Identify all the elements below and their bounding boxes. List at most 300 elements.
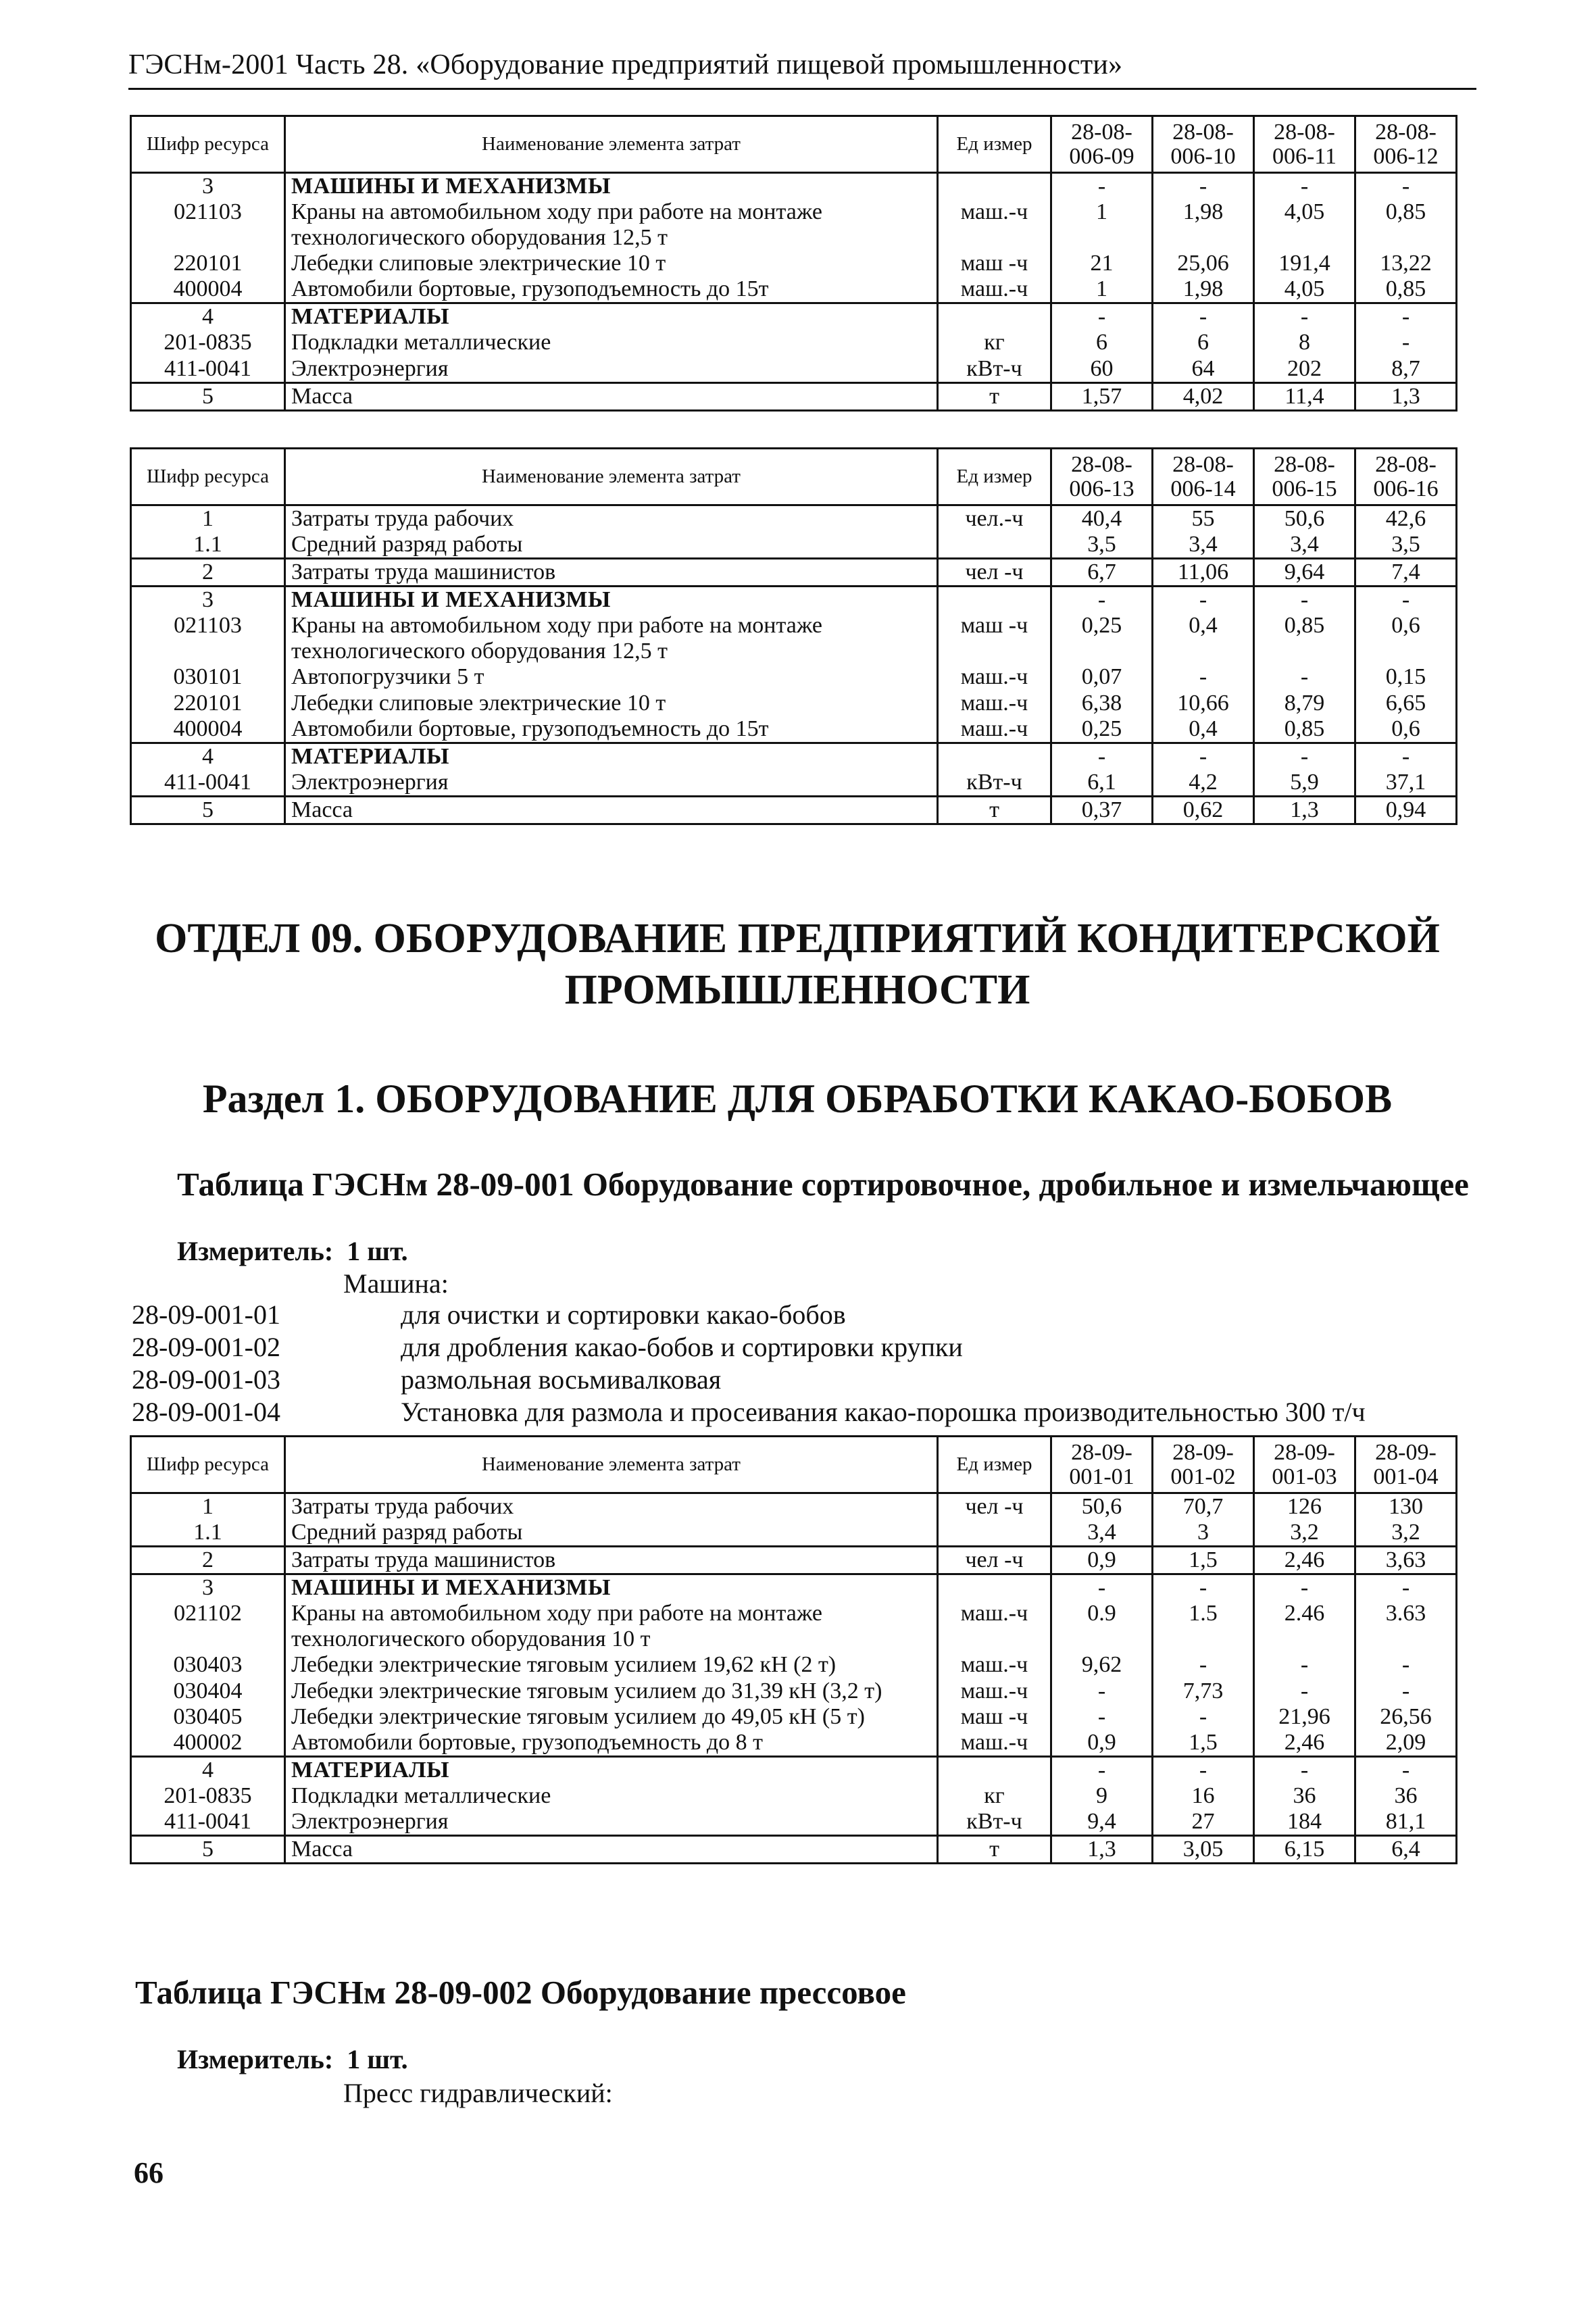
table-row [131, 1652, 1457, 1678]
cost-element-name: МАШИНЫ И МЕХАНИЗМЫ [285, 173, 938, 200]
norm-value: 1.5 [1153, 1601, 1254, 1652]
resource-code: 201-0835 [131, 1783, 285, 1809]
unit [938, 1756, 1051, 1783]
resource-code: 1 [131, 1493, 285, 1520]
cost-element-name: Электроэнергия [285, 770, 938, 797]
norm-value: 0,4 [1153, 716, 1254, 743]
norm-value: 3,4 [1254, 532, 1355, 559]
col-header-norm: 28-08- 006-12 [1355, 116, 1457, 173]
cost-element-name: Электроэнергия [285, 356, 938, 383]
norm-value: 6,1 [1051, 770, 1153, 797]
norm-value: 11,06 [1153, 559, 1254, 587]
norm-value: - [1254, 743, 1355, 770]
table-row [131, 356, 1457, 383]
norm-value: - [1355, 1756, 1457, 1783]
cost-element-name: Подкладки металлические [285, 330, 938, 355]
norm-value: - [1254, 664, 1355, 690]
table-row [131, 251, 1457, 276]
resource-code: 1 [131, 505, 285, 532]
item-code: 28-09-001-03 [132, 1364, 280, 1395]
cost-element-name: Средний разряд работы [285, 532, 938, 559]
norm-value: 1,98 [1153, 199, 1254, 251]
cost-element-name: Масса [285, 796, 938, 824]
cost-element-name: Электроэнергия [285, 1809, 938, 1836]
norm-value: 42,6 [1355, 505, 1457, 532]
norm-value: 60 [1051, 356, 1153, 383]
resource-code: 2 [131, 559, 285, 587]
norm-value: 6,15 [1254, 1836, 1355, 1864]
norm-value: 6 [1153, 330, 1254, 355]
norm-value: - [1051, 303, 1153, 330]
table-row [131, 330, 1457, 355]
norm-value: 8,79 [1254, 691, 1355, 716]
department-title: ОТДЕЛ 09. ОБОРУДОВАНИЕ ПРЕДПРИЯТИЙ КОНДИТЕРСКОЙ ПРОМЫШЛЕННОСТИ [155, 916, 1440, 1013]
resource-code: 400004 [131, 716, 285, 743]
norm-value: 9,4 [1051, 1809, 1153, 1836]
col-header-norm: 28-08- 006-09 [1051, 116, 1153, 173]
resource-code: 4 [131, 1756, 285, 1783]
norm-value: - [1254, 587, 1355, 614]
col-header-code: Шифр ресурса [131, 116, 285, 173]
resource-code: 411-0041 [131, 356, 285, 383]
item-code: 28-09-001-01 [132, 1299, 280, 1330]
cost-element-name: Автопогрузчики 5 т [285, 664, 938, 690]
norm-value: 6,7 [1051, 559, 1153, 587]
table-row [131, 796, 1457, 824]
unit: чел -ч [938, 1493, 1051, 1520]
col-header-norm: 28-08- 006-11 [1254, 116, 1355, 173]
norm-value: 0,37 [1051, 796, 1153, 824]
unit: чел.-ч [938, 505, 1051, 532]
table-row [131, 1756, 1457, 1783]
cost-element-name: Затраты труда машинистов [285, 1547, 938, 1574]
norm-value: 4,05 [1254, 276, 1355, 303]
resource-table-28-08-006-b [130, 447, 1457, 825]
unit: кг [938, 1783, 1051, 1809]
unit: чел -ч [938, 1547, 1051, 1574]
norm-value: - [1153, 1652, 1254, 1678]
list-item [132, 1299, 1483, 1330]
norm-value: 1,3 [1051, 1836, 1153, 1864]
col-header-norm: 28-08- 006-13 [1051, 449, 1153, 505]
resource-code: 4 [131, 743, 285, 770]
measure-value: 1 шт. [347, 2044, 408, 2074]
cost-element-name: Подкладки металлические [285, 1783, 938, 1809]
table-row [131, 716, 1457, 743]
norm-value: 3,63 [1355, 1547, 1457, 1574]
norm-value: 191,4 [1254, 251, 1355, 276]
norm-value: 27 [1153, 1809, 1254, 1836]
unit: кВт-ч [938, 356, 1051, 383]
norm-value: 0,25 [1051, 716, 1153, 743]
item-text: для очистки и сортировки какао-бобов [401, 1299, 846, 1330]
col-header-name: Наименование элемента затрат [285, 1437, 938, 1493]
unit: чел -ч [938, 559, 1051, 587]
resource-code: 030405 [131, 1704, 285, 1730]
norm-value: 13,22 [1355, 251, 1457, 276]
cost-element-name: Лебедки электрические тяговым усилием до 31,39 кН (3,2 т) [285, 1678, 938, 1704]
unit: маш -ч [938, 251, 1051, 276]
norm-value: 6,65 [1355, 691, 1457, 716]
table-row [131, 770, 1457, 797]
cost-element-name: Масса [285, 1836, 938, 1864]
unit: маш.-ч [938, 1730, 1051, 1757]
cost-element-name: Затраты труда рабочих [285, 1493, 938, 1520]
unit [938, 303, 1051, 330]
table-row [131, 1678, 1457, 1704]
unit: кВт-ч [938, 1809, 1051, 1836]
col-header-unit: Ед измер [938, 1437, 1051, 1493]
cost-element-name: МАТЕРИАЛЫ [285, 743, 938, 770]
norm-value: - [1051, 1678, 1153, 1704]
table-row [131, 613, 1457, 664]
norm-value: 0,07 [1051, 664, 1153, 690]
norm-value: - [1153, 1756, 1254, 1783]
norm-value: - [1355, 330, 1457, 355]
resource-code: 030101 [131, 664, 285, 690]
cost-element-name: МАТЕРИАЛЫ [285, 1756, 938, 1783]
col-header-code: Шифр ресурса [131, 1437, 285, 1493]
norm-value: 1,3 [1355, 382, 1457, 410]
norm-value: - [1355, 1652, 1457, 1678]
table-row [131, 1809, 1457, 1836]
unit: т [938, 796, 1051, 824]
norm-value: 3,05 [1153, 1836, 1254, 1864]
col-header-norm: 28-09- 001-04 [1355, 1437, 1457, 1493]
cost-element-name: Лебедки электрические тяговым усилием 19,62 кН (2 т) [285, 1652, 938, 1678]
machine-label: Пресс гидравлический: [343, 2078, 613, 2108]
table-row [131, 1783, 1457, 1809]
cost-element-name: Затраты труда рабочих [285, 505, 938, 532]
norm-value: 2.46 [1254, 1601, 1355, 1652]
section-title: Раздел 1. ОБОРУДОВАНИЕ ДЛЯ ОБРАБОТКИ КАКАО-БОБОВ [202, 1076, 1393, 1121]
norm-value: 0,25 [1051, 613, 1153, 664]
table-row [131, 173, 1457, 200]
cost-element-name: Автомобили бортовые, грузоподъемность до 15т [285, 716, 938, 743]
norm-value: 3,5 [1051, 532, 1153, 559]
norm-value: 3,2 [1355, 1520, 1457, 1547]
col-header-norm: 28-08- 006-14 [1153, 449, 1254, 505]
col-header-norm: 28-09- 001-03 [1254, 1437, 1355, 1493]
unit [938, 532, 1051, 559]
norm-value: 2,46 [1254, 1730, 1355, 1757]
cost-element-name: МАШИНЫ И МЕХАНИЗМЫ [285, 587, 938, 614]
page-header: ГЭСНм-2001 Часть 28. «Оборудование предприятий пищевой промышленности» [128, 49, 1476, 90]
list-item [132, 1364, 1483, 1395]
cost-element-name: Автомобили бортовые, грузоподъемность до 15т [285, 276, 938, 303]
table-body [131, 1493, 1457, 1864]
norm-value: 3,4 [1153, 532, 1254, 559]
cost-element-name: Средний разряд работы [285, 1520, 938, 1547]
norm-value: - [1051, 1704, 1153, 1730]
unit [938, 173, 1051, 200]
norm-value: 26,56 [1355, 1704, 1457, 1730]
norm-value: - [1355, 1678, 1457, 1704]
norm-value: - [1153, 1704, 1254, 1730]
norm-value: 1 [1051, 199, 1153, 251]
table-row [131, 199, 1457, 251]
norm-value: - [1153, 743, 1254, 770]
col-header-name: Наименование элемента затрат [285, 116, 938, 173]
measure-line [177, 2043, 408, 2075]
cost-element-name: Лебедки электрические тяговым усилием до 49,05 кН (5 т) [285, 1704, 938, 1730]
cost-element-name: Лебедки слиповые электрические 10 т [285, 251, 938, 276]
table-row [131, 1574, 1457, 1601]
resource-code: 021103 [131, 613, 285, 664]
norm-value: 50,6 [1051, 1493, 1153, 1520]
table-row [131, 664, 1457, 690]
norm-value: 55 [1153, 505, 1254, 532]
table-title: Таблица ГЭСНм 28-09-001 Оборудование сортировочное, дробильное и измельчающее [177, 1166, 1469, 1203]
norm-value: 36 [1254, 1783, 1355, 1809]
col-header-code: Шифр ресурса [131, 449, 285, 505]
norm-value: 36 [1355, 1783, 1457, 1809]
norm-value: 202 [1254, 356, 1355, 383]
resource-code: 220101 [131, 691, 285, 716]
table-row [131, 1730, 1457, 1757]
norm-value: 7,4 [1355, 559, 1457, 587]
norm-value: - [1254, 1678, 1355, 1704]
norm-value: 21 [1051, 251, 1153, 276]
norm-value: 10,66 [1153, 691, 1254, 716]
norm-value: 0,15 [1355, 664, 1457, 690]
cost-element-name: Автомобили бортовые, грузоподъемность до 8 т [285, 1730, 938, 1757]
norm-value: 184 [1254, 1809, 1355, 1836]
resource-code: 030404 [131, 1678, 285, 1704]
norm-value: - [1051, 743, 1153, 770]
norm-value: 3,2 [1254, 1520, 1355, 1547]
unit: маш.-ч [938, 1678, 1051, 1704]
unit: маш.-ч [938, 716, 1051, 743]
norm-value: 4,2 [1153, 770, 1254, 797]
table-row [131, 1704, 1457, 1730]
table-title: Таблица ГЭСНм 28-09-002 Оборудование прессовое [135, 1974, 906, 2011]
norm-value: 0,85 [1355, 199, 1457, 251]
table-row [131, 303, 1457, 330]
norm-value: 1,5 [1153, 1547, 1254, 1574]
resource-code: 3 [131, 1574, 285, 1601]
resource-code: 2 [131, 1547, 285, 1574]
cost-element-name: Краны на автомобильном ходу при работе на монтаже технологического оборудования 10 т [285, 1601, 938, 1652]
norm-value: 81,1 [1355, 1809, 1457, 1836]
unit: маш.-ч [938, 276, 1051, 303]
table-row [131, 1836, 1457, 1864]
col-header-name: Наименование элемента затрат [285, 449, 938, 505]
norm-value: 6 [1051, 330, 1153, 355]
table-body [131, 173, 1457, 411]
resource-code: 021103 [131, 199, 285, 251]
norm-value: - [1355, 303, 1457, 330]
norm-value: 0,9 [1051, 1547, 1153, 1574]
resource-code: 4 [131, 303, 285, 330]
unit: маш.-ч [938, 664, 1051, 690]
unit: т [938, 382, 1051, 410]
page-number: 66 [134, 2156, 164, 2189]
table-body [131, 505, 1457, 824]
table-row [131, 587, 1457, 614]
norm-value: 40,4 [1051, 505, 1153, 532]
norm-value: 9 [1051, 1783, 1153, 1809]
norm-value: 50,6 [1254, 505, 1355, 532]
col-header-norm: 28-09- 001-01 [1051, 1437, 1153, 1493]
norm-value: - [1254, 1574, 1355, 1601]
cost-element-name: МАШИНЫ И МЕХАНИЗМЫ [285, 1574, 938, 1601]
unit [938, 743, 1051, 770]
measure-value: 1 шт. [347, 1236, 408, 1266]
unit [938, 587, 1051, 614]
norm-value: - [1153, 303, 1254, 330]
table-row [131, 1601, 1457, 1652]
resource-code: 411-0041 [131, 770, 285, 797]
table-row [131, 505, 1457, 532]
norm-value: 0,85 [1254, 716, 1355, 743]
item-text: Установка для размола и просеивания какао-порошка производительностью 300 т/ч [401, 1397, 1366, 1427]
norm-value: 0,94 [1355, 796, 1457, 824]
norm-value: 3 [1153, 1520, 1254, 1547]
norm-value: 4,05 [1254, 199, 1355, 251]
resource-code: 400004 [131, 276, 285, 303]
table-row [131, 276, 1457, 303]
norm-value: - [1051, 587, 1153, 614]
norm-value: 7,73 [1153, 1678, 1254, 1704]
norm-value: 1,98 [1153, 276, 1254, 303]
norm-value: - [1153, 664, 1254, 690]
unit: маш -ч [938, 1704, 1051, 1730]
resource-code: 400002 [131, 1730, 285, 1757]
resource-code: 3 [131, 587, 285, 614]
norm-value: - [1051, 1574, 1153, 1601]
measure-line [177, 1235, 408, 1267]
norm-value: 0,6 [1355, 613, 1457, 664]
col-header-norm: 28-09- 001-02 [1153, 1437, 1254, 1493]
norm-value: 0,85 [1254, 613, 1355, 664]
norm-value: - [1153, 173, 1254, 200]
norm-value: 1 [1051, 276, 1153, 303]
resource-code: 201-0835 [131, 330, 285, 355]
resource-code: 411-0041 [131, 1809, 285, 1836]
resource-code: 1.1 [131, 1520, 285, 1547]
resource-code: 021102 [131, 1601, 285, 1652]
table-row [131, 1547, 1457, 1574]
resource-code: 1.1 [131, 532, 285, 559]
unit: кВт-ч [938, 770, 1051, 797]
norm-value: 64 [1153, 356, 1254, 383]
machine-label: Машина: [343, 1268, 449, 1299]
item-code: 28-09-001-02 [132, 1332, 280, 1362]
norm-value: 6,4 [1355, 1836, 1457, 1864]
cost-element-name: Краны на автомобильном ходу при работе на монтаже технологического оборудования 12,5 т [285, 199, 938, 251]
unit: маш.-ч [938, 691, 1051, 716]
unit: маш.-ч [938, 199, 1051, 251]
resource-code: 220101 [131, 251, 285, 276]
resource-code: 3 [131, 173, 285, 200]
table-row [131, 559, 1457, 587]
unit: маш.-ч [938, 1652, 1051, 1678]
cost-element-name: Затраты труда машинистов [285, 559, 938, 587]
norm-value: 0,85 [1355, 276, 1457, 303]
item-text: для дробления какао-бобов и сортировки крупки [401, 1332, 963, 1362]
norm-value: 1,3 [1254, 796, 1355, 824]
item-code: 28-09-001-04 [132, 1397, 280, 1427]
norm-value: 3.63 [1355, 1601, 1457, 1652]
col-header-unit: Ед измер [938, 116, 1051, 173]
measure-label: Измеритель: [177, 2044, 334, 2074]
norm-value: 9,64 [1254, 559, 1355, 587]
norm-value: 3,5 [1355, 532, 1457, 559]
norm-value: 8 [1254, 330, 1355, 355]
norm-value: - [1254, 303, 1355, 330]
resource-table-28-08-006-a [130, 115, 1457, 412]
unit: маш.-ч [938, 1601, 1051, 1652]
norm-value: 130 [1355, 1493, 1457, 1520]
unit: т [938, 1836, 1051, 1864]
unit: маш -ч [938, 613, 1051, 664]
norm-value: 4,02 [1153, 382, 1254, 410]
norm-value: 0,4 [1153, 613, 1254, 664]
norm-value: 9,62 [1051, 1652, 1153, 1678]
measure-label: Измеритель: [177, 1236, 334, 1266]
norm-value: 1,5 [1153, 1730, 1254, 1757]
norm-value: - [1254, 1652, 1355, 1678]
cost-element-name: Лебедки слиповые электрические 10 т [285, 691, 938, 716]
table-row [131, 691, 1457, 716]
norm-value: 21,96 [1254, 1704, 1355, 1730]
list-item [132, 1331, 1483, 1363]
norm-value: - [1153, 1574, 1254, 1601]
resource-table-28-09-001 [130, 1435, 1457, 1864]
norm-value: - [1355, 1574, 1457, 1601]
unit: кг [938, 330, 1051, 355]
norm-value: - [1254, 173, 1355, 200]
norm-value: 2,09 [1355, 1730, 1457, 1757]
norm-value: 16 [1153, 1783, 1254, 1809]
unit [938, 1520, 1051, 1547]
norm-value: - [1355, 173, 1457, 200]
resource-code: 5 [131, 382, 285, 410]
cost-element-name: Масса [285, 382, 938, 410]
norm-value: 0,6 [1355, 716, 1457, 743]
table-row [131, 382, 1457, 410]
table-row [131, 1493, 1457, 1520]
norm-value: 37,1 [1355, 770, 1457, 797]
norm-value: 0,62 [1153, 796, 1254, 824]
norm-value: 1,57 [1051, 382, 1153, 410]
norm-value: 8,7 [1355, 356, 1457, 383]
col-header-norm: 28-08- 006-10 [1153, 116, 1254, 173]
resource-code: 5 [131, 1836, 285, 1864]
norm-value: - [1355, 587, 1457, 614]
norm-value: 126 [1254, 1493, 1355, 1520]
norm-value: 70,7 [1153, 1493, 1254, 1520]
col-header-norm: 28-08- 006-16 [1355, 449, 1457, 505]
norm-value: 6,38 [1051, 691, 1153, 716]
table-row [131, 532, 1457, 559]
list-item [132, 1396, 1483, 1428]
norm-value: - [1153, 587, 1254, 614]
table-row [131, 743, 1457, 770]
resource-code: 5 [131, 796, 285, 824]
resource-code: 030403 [131, 1652, 285, 1678]
norm-value: - [1254, 1756, 1355, 1783]
table-row [131, 1520, 1457, 1547]
norm-value: 0,9 [1051, 1730, 1153, 1757]
unit [938, 1574, 1051, 1601]
col-header-norm: 28-08- 006-15 [1254, 449, 1355, 505]
norm-value: - [1051, 1756, 1153, 1783]
norm-value: - [1355, 743, 1457, 770]
norm-value: 2,46 [1254, 1547, 1355, 1574]
cost-element-name: МАТЕРИАЛЫ [285, 303, 938, 330]
